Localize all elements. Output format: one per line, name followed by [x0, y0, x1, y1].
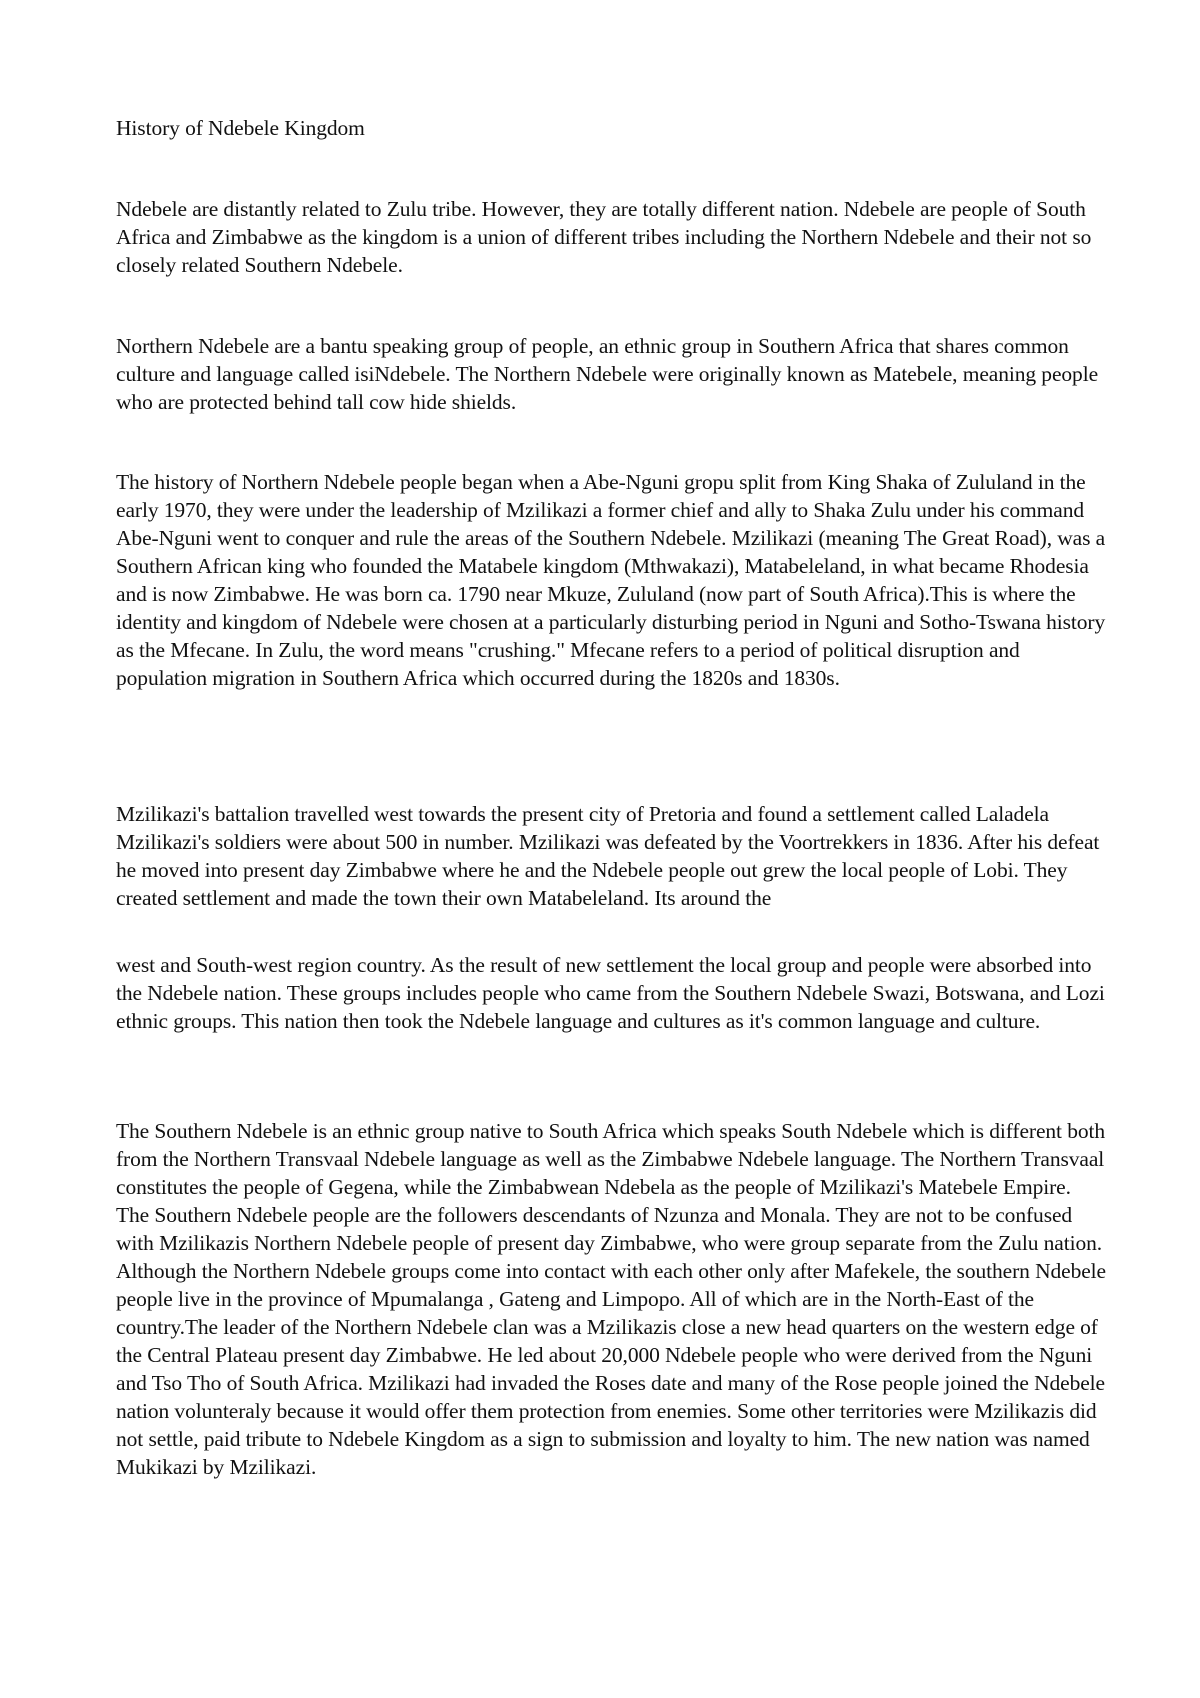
paragraph-settlement: west and South-west region country. As the result of new settlement the local group and people were absorbed into the Ndebele nation. These groups includes people who came from the Southern Ndebele Swazi, Botswana, and Lozi ethnic groups. This nation then took the Ndebele language and cultures as it's common language and culture.	[116, 953, 1105, 1033]
document-title: History of Ndebele Kingdom	[116, 116, 365, 140]
paragraph-history: The history of Northern Ndebele people began when a Abe-Nguni gropu split from King Shaka of Zululand in the early 1970, they were under the leadership of Mzilikazi a former chief and ally to Shaka Zulu under his command Abe-Nguni went to conquer and rule the areas of the Southern Ndebele. Mzilikazi (meaning The Great Road), was a Southern African king who founded the Matabele kingdom (Mthwakazi), Matabeleland, in what became Rhodesia and is now Zimbabwe. He was born ca. 1790 near Mkuze, Zululand (now part of South Africa).This is where the identity and kingdom of Ndebele were chosen at a particularly disturbing period in Nguni and Sotho-Tswana history as the Mfecane. In Zulu, the word means "crushing." Mfecane refers to a period of political disruption and population migration in Southern Africa which occurred during the 1820s and 1830s.	[116, 470, 1106, 690]
paragraph-battalion: Mzilikazi's battalion travelled west towards the present city of Pretoria and found a settlement called Laladela Mzilikazi's soldiers were about 500 in number. Mzilikazi was defeated by the Voortrekkers in 1836. After his defeat he moved into present day Zimbabwe where he and the Ndebele people out grew the local people of Lobi. They created settlement and made the town their own Matabeleland. Its around the	[116, 802, 1100, 910]
paragraph-northern-ndebele: Northern Ndebele are a bantu speaking group of people, an ethnic group in Southern Africa that shares common culture and language called isiNdebele. The Northern Ndebele were originally known as Matebele, meaning people who are protected behind tall cow hide shields.	[116, 334, 1099, 414]
paragraph-southern-ndebele: The Southern Ndebele is an ethnic group native to South Africa which speaks South Ndebele which is different both from the Northern Transvaal Ndebele language as well as the Zimbabwe Ndebele language. The Northern Transvaal constitutes the people of Gegena, while the Zimbabwean Ndebela as the people of Mzilikazi's Matebele Empire. The Southern Ndebele people are the followers descendants of Nzunza and Monala. They are not to be confused with Mzilikazis Northern Ndebele people of present day Zimbabwe, who were group separate from the Zulu nation. Although the Northern Ndebele groups come into contact with each other only after Mafekele, the southern Ndebele people live in the province of Mpumalanga , Gateng and Limpopo. All of which are in the North-East of the country.The leader of the Northern Ndebele clan was a Mzilikazis close a new head quarters on the western edge of the Central Plateau present day Zimbabwe. He led about 20,000 Ndebele people who were derived from the Nguni and Tso Tho of South Africa. Mzilikazi had invaded the Roses date and many of the Rose people joined the Ndebele nation volunteraly because it would offer them protection from enemies. Some other territories were Mzilikazis did not settle, paid tribute to Ndebele Kingdom as a sign to submission and loyalty to him. The new nation was named Mukikazi by Mzilikazi.	[116, 1119, 1106, 1479]
paragraph-intro: Ndebele are distantly related to Zulu tribe. However, they are totally different nation. Ndebele are people of South Africa and Zimbabwe as the kingdom is a union of different tribes including the Northern Ndebele and their not so closely related Southern Ndebele.	[116, 197, 1092, 277]
